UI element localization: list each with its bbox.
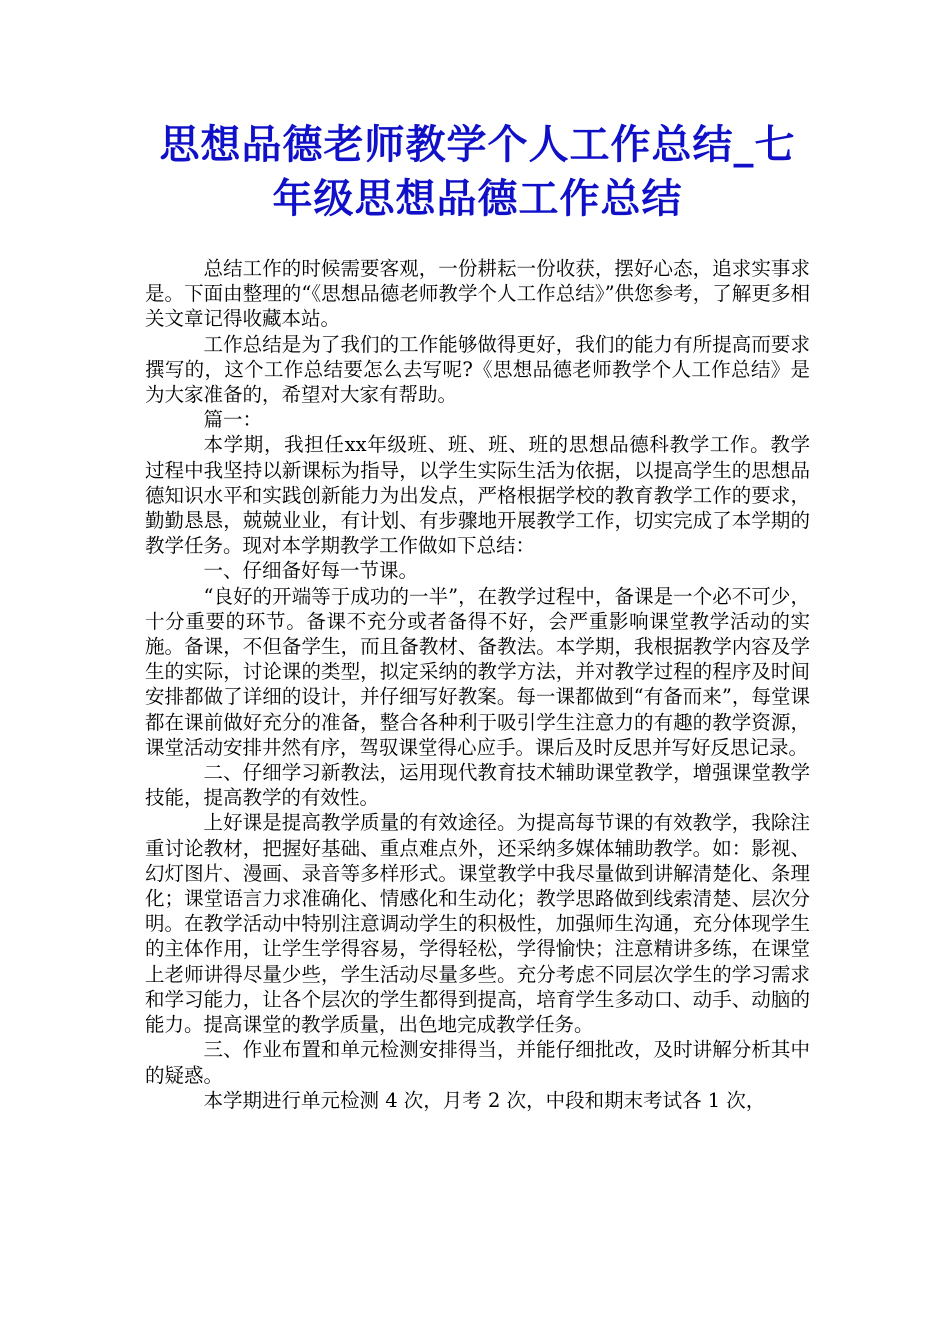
document-title: 思想品德老师教学个人工作总结_七年级思想品德工作总结 — [159, 122, 796, 222]
paragraph-overview: 本学期，我担任xx年级班、班、班、班的思想品德科教学工作。教学过程中我坚持以新课标为指导，以学生实际生活为依据，以提高学生的思想品德知识水平和实践创新能力为出发点，严格根据学校的教育教学工作的要求，勤勤恳恳，兢兢业业，有计划、有步骤地开展教学工作，切实完成了本学期的教学任务。现对本学期教学工作做如下总结： — [145, 433, 810, 558]
document-body — [145, 256, 810, 1113]
document-page — [145, 118, 810, 1113]
section-heading-part-one: 篇一： — [203, 408, 263, 432]
heading-item-3: 三、作业布置和单元检测安排得当，并能仔细批改，及时讲解分析其中的疑惑。 — [145, 1038, 810, 1087]
paragraph-teaching-methods: 上好课是提高教学质量的有效途径。为提高每节课的有效教学，我除注重讨论教材，把握好基础、重点难点外，还采纳多媒体辅助教学。如：影视、幻灯图片、漫画、录音等多样形式。课堂教学中我尽量做到讲解清楚化、条理化；课堂语言力求准确化、情感化和生动化；教学思路做到线索清楚、层次分明。在教学活动中特别注意调动学生的积极性，加强师生沟通，充分体现学生的主体作用，让学生学得容易，学得轻松，学得愉快；注意精讲多练，在课堂上老师讲得尽量少些，学生活动尽量多些。充分考虑不同层次学生的学习需求和学习能力，让各个层次的学生都得到提高，培育学生多动口、动手、动脑的能力。提高课堂的教学质量，出色地完成教学任务。 — [145, 811, 810, 1037]
paragraph-intro: 总结工作的时候需要客观，一份耕耘一份收获，摆好心态，追求实事求是。下面由整理的“《思想品德老师教学个人工作总结》”供您参考，了解更多相关文章记得收藏本站。 — [145, 257, 810, 331]
paragraph-testing: 本学期进行单元检测 4 次，月考 2 次，中段和期末考试各 1 次， — [203, 1088, 766, 1112]
paragraph-purpose: 工作总结是为了我们的工作能够做得更好，我们的能力有所提高而要求撰写的，这个工作总结要怎么去写呢?《思想品德老师教学个人工作总结》是为大家准备的，希望对大家有帮助。 — [145, 332, 810, 407]
heading-item-2: 二、仔细学习新教法，运用现代教育技术辅助课堂教学，增强课堂教学技能，提高教学的有效性。 — [145, 761, 810, 810]
paragraph-lesson-prep: “良好的开端等于成功的一半”，在教学过程中，备课是一个必不可少，十分重要的环节。备课不充分或者备得不好，会严重影响课堂教学活动的实施。备课，不但备学生，而且备教材、备教法。本学期，我根据教学内容及学生的实际，讨论课的类型，拟定采纳的教学方法，并对教学过程的程序及时间安排都做了详细的设计，并仔细写好教案。每一课都做到“有备而来”，每堂课都在课前做好充分的准备，整合各种利于吸引学生注意力的有趣的教学资源，课堂活动安排井然有序，驾驭课堂得心应手。课后及时反思并写好反思记录。 — [145, 584, 810, 759]
heading-item-1: 一、仔细备好每一节课。 — [203, 559, 419, 583]
